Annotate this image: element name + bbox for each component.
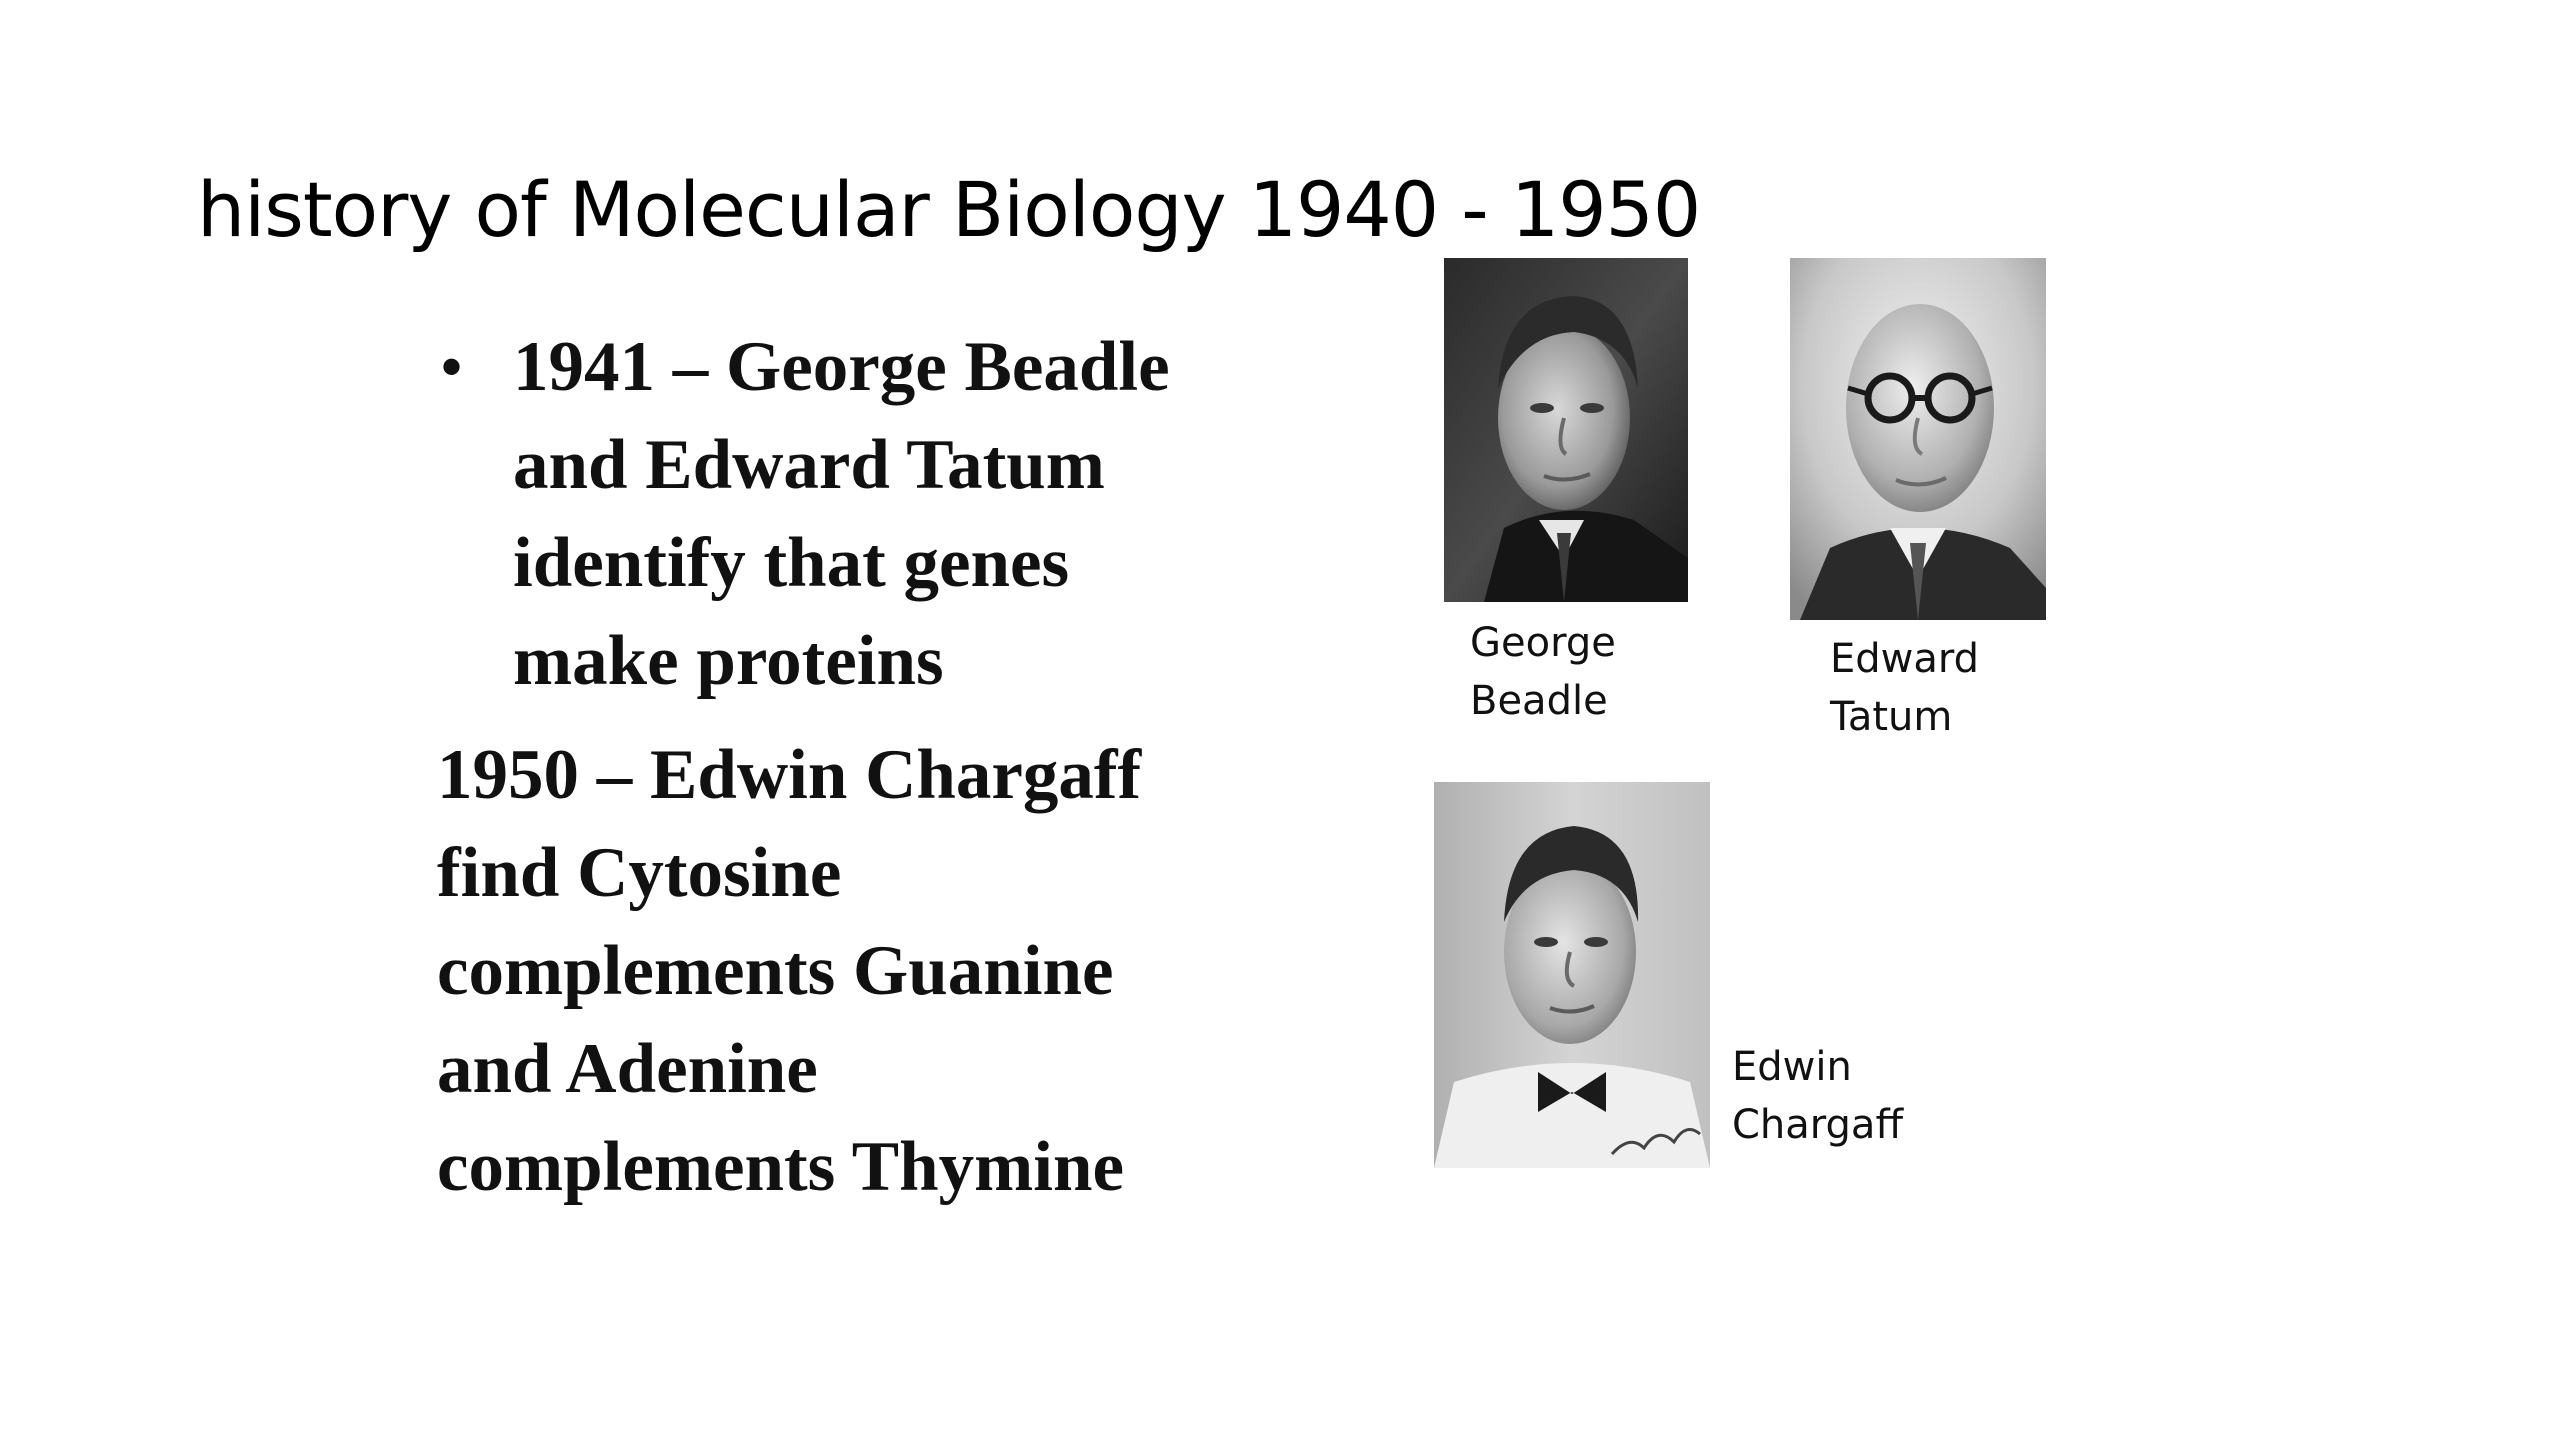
edward-tatum-caption: [1830, 630, 1979, 746]
bullet-line: 1941 – George Beadle: [513, 328, 1170, 406]
caption-line: Edwin: [1732, 1044, 1852, 1090]
bullet-item-1941: [437, 318, 1367, 710]
george-beadle-photo: [1444, 258, 1688, 602]
paragraph-line: and Adenine: [437, 1030, 818, 1108]
bullet-line: identify that genes: [513, 524, 1070, 602]
paragraph-line: complements Guanine: [437, 932, 1114, 1010]
paragraph-1950: [437, 726, 1367, 1216]
caption-line: Beadle: [1470, 678, 1608, 724]
bullet-line: make proteins: [513, 622, 944, 700]
paragraph-line: 1950 – Edwin Chargaff: [437, 736, 1142, 814]
caption-line: Edward: [1830, 636, 1980, 682]
slide-body: [437, 318, 1367, 1216]
bullet-line: and Edward Tatum: [513, 426, 1105, 504]
caption-line: George: [1470, 620, 1616, 666]
edwin-chargaff-photo: [1434, 782, 1710, 1168]
edwin-chargaff-caption: [1732, 1038, 1903, 1154]
bullet-marker: •: [441, 333, 463, 400]
george-beadle-caption: [1470, 614, 1616, 730]
paragraph-line: find Cytosine: [437, 834, 842, 912]
paragraph-line: complements Thymine: [437, 1128, 1124, 1206]
edward-tatum-photo: [1790, 258, 2046, 620]
slide-title: history of Molecular Biology 1940 - 1950: [197, 165, 1701, 254]
caption-line: Chargaff: [1732, 1102, 1903, 1148]
caption-line: Tatum: [1830, 694, 1953, 740]
